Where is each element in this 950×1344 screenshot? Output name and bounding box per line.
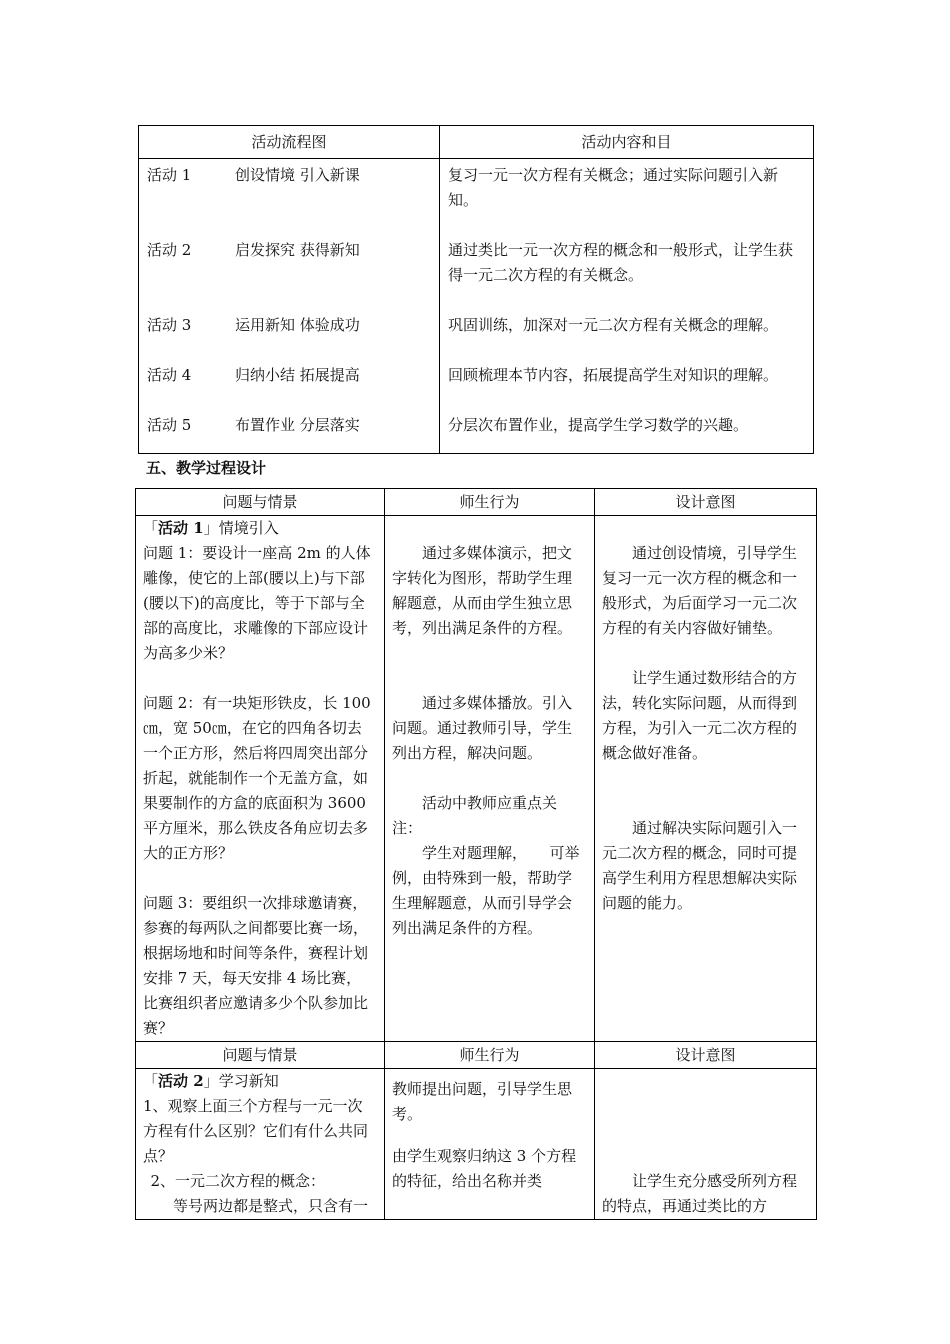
- behavior-5: 教师提出问题，引导学生思考。: [392, 1080, 573, 1123]
- problem-1: 问题 1：要设计一座高 2m 的人体雕像，使它的上部(腰以上)与下部(腰以下)的高度比，等于下部与全部的高度比，求雕像的下部应设计为高多少米？: [143, 544, 371, 662]
- learn-point-1: 1、观察上面三个方程与一元一次方程有什么区别？它们有什么共同点？: [143, 1097, 369, 1165]
- activity-1-content: 复习一元一次方程有关概念；通过实际问题引入新知。: [448, 166, 779, 209]
- intent-3: 通过解决实际问题引入一元二次方程的概念，同时可提高学生利用方程思想解决实际问题的能力。: [602, 819, 798, 912]
- intent-4: 让学生充分感受所列方程的特点，再通过类比的方: [602, 1172, 798, 1215]
- teaching-process-table: [135, 488, 817, 1220]
- activity-2-content: 通过类比一元一次方程的概念和一般形式，让学生获得一元二次方程的有关概念。: [448, 241, 794, 284]
- activity1-behavior: [385, 516, 595, 1042]
- activity2-problems: [136, 1069, 385, 1220]
- behavior-3: 活动中教师应重点关注：: [392, 794, 558, 837]
- behavior-6: 由学生观察归纳这 3 个方程的特征，给出名称并类: [392, 1147, 577, 1190]
- flow-column: [139, 159, 440, 454]
- header-intent: 设计意图: [595, 489, 817, 516]
- activity-2-flow: 活动 2 启发探究 获得新知: [147, 241, 360, 259]
- intent-1: 通过创设情境，引导学生复习一元一次方程的概念和一般形式，为后面学习一元二次方程的有关内容做好铺垫。: [602, 544, 798, 637]
- intent-2: 让学生通过数形结合的方法，转化实际问题，从而得到方程，为引入一元二次方程的概念做好准备。: [602, 669, 798, 762]
- activity-4-content: 回顾梳理本节内容，拓展提高学生对知识的理解。: [448, 366, 779, 384]
- activity-3-flow: 活动 3 运用新知 体验成功: [147, 316, 360, 334]
- problem-3: 问题 3：要组织一次排球邀请赛，参赛的每两队之间都要比赛一场，根据场地和时间等条件，赛程计划安排 7 天，每天安排 4 场比赛，比赛组织者应邀请多少个队参加比赛？: [143, 894, 369, 1037]
- activity-5-content: 分层次布置作业，提高学生学习数学的兴趣。: [448, 416, 749, 434]
- header-content: 活动内容和目: [440, 126, 814, 159]
- learn-point-2: 2、一元二次方程的概念：: [150, 1172, 326, 1190]
- activity-flow-table: [138, 125, 814, 454]
- header-problem-2: 问题与情景: [136, 1042, 385, 1069]
- problem-2: 问题 2：有一块矩形铁皮，长 100㎝，宽 50㎝，在它的四角各切去一个正方形，然后将四周突出部分折起，就能制作一个无盖方盒，如果要制作的方盒的底面积为 3600 平方厘米，那么铁皮各角应切去多大的正方形？: [143, 694, 371, 862]
- activity2-intent: [595, 1069, 817, 1220]
- activity-5-flow: 活动 5 布置作业 分层落实: [147, 416, 360, 434]
- content-column: [440, 159, 814, 454]
- behavior-4: 学生对题理解， 可举例，由特殊到一般，帮助学生理解题意，从而引导学会列出满足条件的方程。: [392, 844, 580, 937]
- behavior-2: 通过多媒体播放。引入问题。通过教师引导，学生列出方程，解决问题。: [392, 694, 573, 762]
- activity-3-content: 巩固训练，加深对一元二次方程有关概念的理解。: [448, 316, 779, 334]
- activity-1-flow: 活动 1 创设情境 引入新课: [147, 166, 360, 184]
- header-flow: 活动流程图: [139, 126, 440, 159]
- activity2-behavior: [385, 1069, 595, 1220]
- activity-4-flow: 活动 4 归纳小结 拓展提高: [147, 366, 360, 384]
- header-behavior-2: 师生行为: [385, 1042, 595, 1069]
- header-intent-2: 设计意图: [595, 1042, 817, 1069]
- header-problem: 问题与情景: [136, 489, 385, 516]
- learn-point-3: 等号两边都是整式，只含有一: [173, 1197, 369, 1215]
- activity1-intent: [595, 516, 817, 1042]
- activity1-title: 「活动 1」情境引入: [143, 519, 279, 537]
- section-heading: 五、教学过程设计: [146, 459, 267, 477]
- behavior-1: 通过多媒体演示，把文字转化为图形，帮助学生理解题意，从而由学生独立思考，列出满足条件的方程。: [392, 544, 573, 637]
- activity2-title: 「活动 2」学习新知: [143, 1072, 279, 1090]
- activity1-problems: [136, 516, 385, 1042]
- header-behavior: 师生行为: [385, 489, 595, 516]
